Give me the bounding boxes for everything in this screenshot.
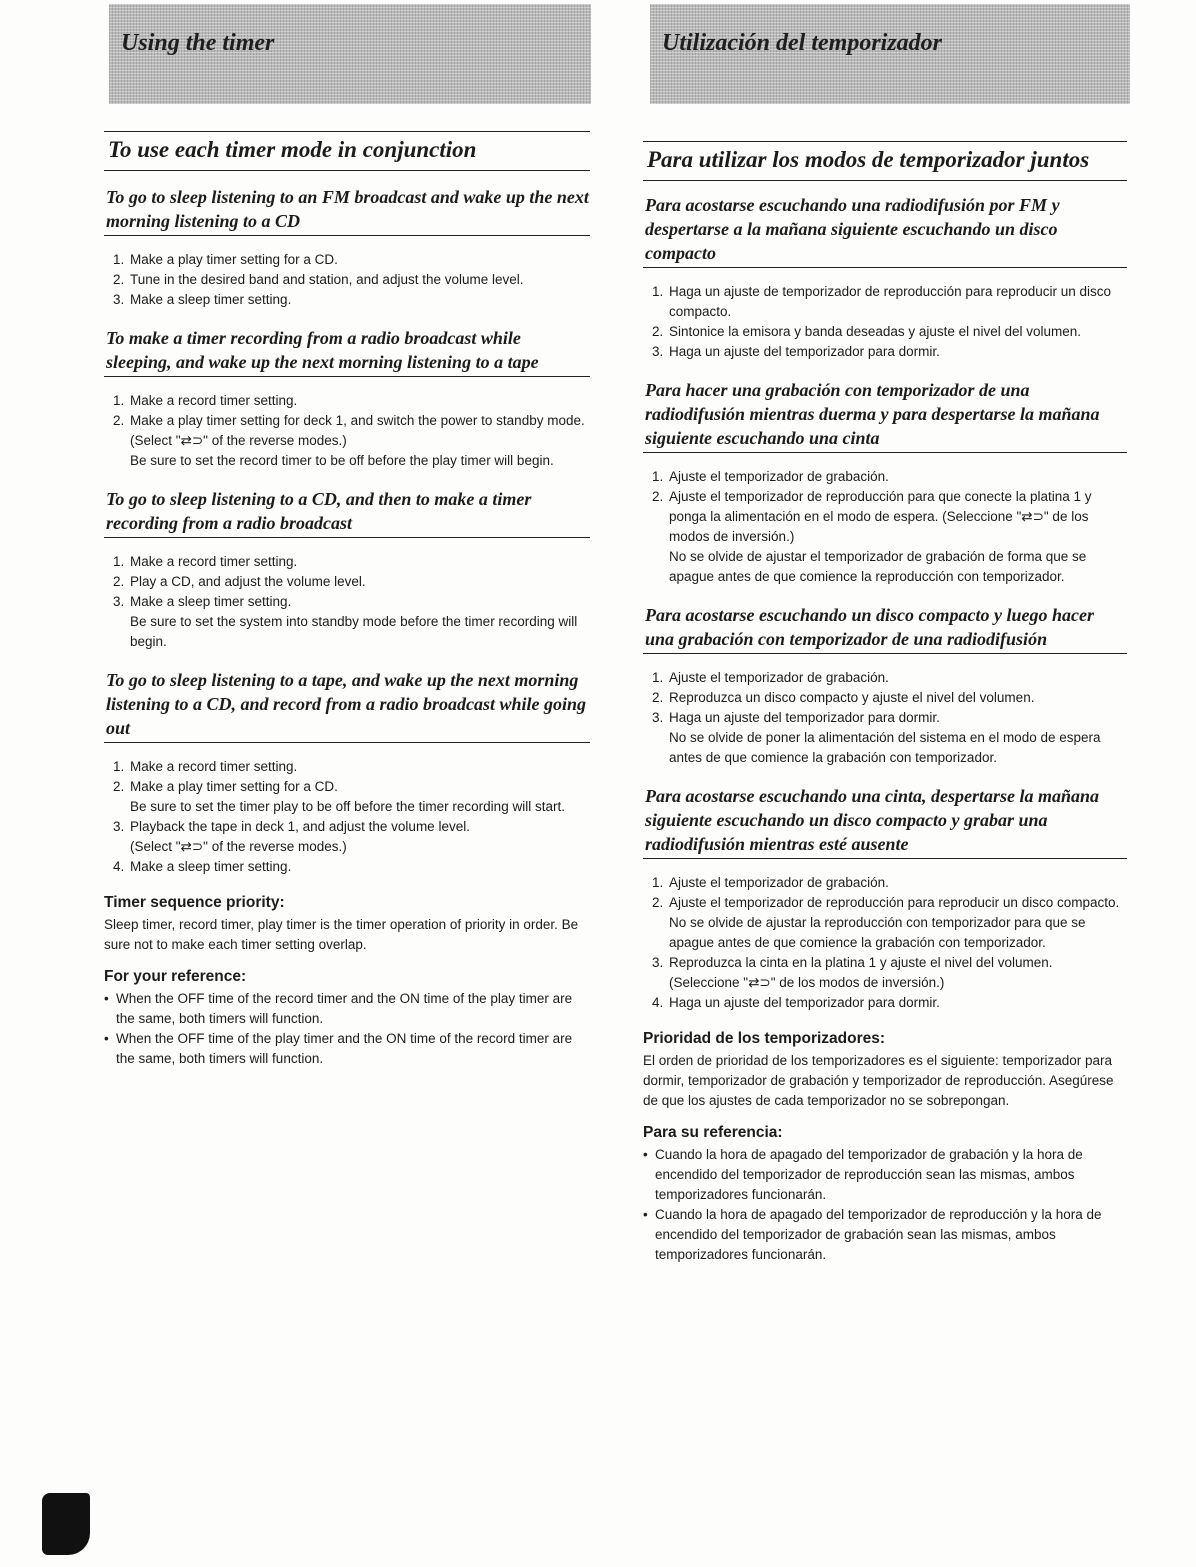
priority-heading: Timer sequence priority:: [104, 894, 285, 911]
step-item: [128, 777, 590, 817]
reference-list: [643, 1145, 1127, 1265]
step-text: Playback the tape in deck 1, and adjust the volume level.: [130, 819, 470, 834]
step-item: 1. Haga un ajuste de temporizador de reproducción para reproducir un disco compacto.: [667, 282, 1127, 322]
step-item: [667, 487, 1127, 587]
priority-text: El orden de prioridad de los temporizadores es el siguiente: temporizador para dormir, temporizador de grabación y temporizador de reproducción. Asegúrese de que los ajustes de cada temporizador no se sobrepongan.: [643, 1053, 1114, 1108]
step-list: [104, 757, 590, 877]
reference-item: • When the OFF time of the record timer and the ON time of the play timer are the same, both timers will function.: [116, 989, 590, 1029]
spanish-content: [643, 193, 1127, 1265]
step-item: [128, 817, 590, 857]
step-item: 2. Tune in the desired band and station, and adjust the volume level.: [128, 270, 590, 290]
subsection-title: Para acostarse escuchando un disco compacto y luego hacer una grabación con temporizador de una radiodifusión: [643, 603, 1127, 654]
step-item: 3. Haga un ajuste del temporizador para dormir.: [667, 342, 1127, 362]
step-item: 1. Ajuste el temporizador de grabación.: [667, 873, 1127, 893]
step-list: [104, 391, 590, 471]
step-note: (Select "⇄⊃" of the reverse modes.): [130, 839, 347, 854]
subsection-title: To go to sleep listening to a CD, and then to make a timer recording from a radio broadcast: [104, 487, 590, 538]
subsection-title: To make a timer recording from a radio broadcast while sleeping, and wake up the next morning listening to a tape: [104, 326, 590, 377]
subsection-title: To go to sleep listening to an FM broadcast and wake up the next morning listening to a CD: [104, 185, 590, 236]
subsection-title: To go to sleep listening to a tape, and wake up the next morning listening to a CD, and record from a radio broadcast while going out: [104, 668, 590, 743]
step-item: 1. Ajuste el temporizador de grabación.: [667, 668, 1127, 688]
page-corner-mark: [42, 1493, 90, 1555]
step-item: 1. Make a record timer setting.: [128, 552, 590, 572]
step-text: Haga un ajuste del temporizador para dormir.: [669, 710, 940, 725]
step-text: Make a sleep timer setting.: [130, 594, 292, 609]
reference-heading: For your reference:: [104, 968, 247, 985]
step-note: Be sure to set the record timer to be off before the play timer will begin.: [130, 453, 554, 468]
step-item: 4. Haga un ajuste del temporizador para dormir.: [667, 993, 1127, 1013]
section-title: To use each timer mode in conjunction: [104, 131, 590, 171]
step-text: Make a play timer setting for a CD.: [130, 779, 338, 794]
section-title: Para utilizar los modos de temporizador juntos: [643, 141, 1127, 181]
step-note: No se olvide de ajustar la reproducción con temporizador para que se apague antes de que comience la grabación con temporizador.: [669, 915, 1086, 950]
subsection-title: Para acostarse escuchando una radiodifusión por FM y despertarse a la mañana siguiente escuchando un disco compacto: [643, 193, 1127, 268]
step-note: No se olvide de poner la alimentación del sistema en el modo de espera antes de que comience la grabación con temporizador.: [669, 730, 1101, 765]
step-item: 1. Make a record timer setting.: [128, 391, 590, 411]
step-item: 4. Make a sleep timer setting.: [128, 857, 590, 877]
step-list: [104, 250, 590, 310]
english-content: [104, 185, 590, 1069]
step-item: [128, 592, 590, 652]
step-text: Make a play timer setting for deck 1, and switch the power to standby mode. (Select "⇄⊃" of the reverse modes.): [130, 413, 585, 448]
step-item: [128, 411, 590, 471]
step-text: Ajuste el temporizador de reproducción para reproducir un disco compacto.: [669, 895, 1120, 910]
step-item: 1. Make a play timer setting for a CD.: [128, 250, 590, 270]
step-item: [667, 953, 1127, 993]
reference-heading: Para su referencia:: [643, 1124, 783, 1141]
step-item: [667, 708, 1127, 768]
banner-spanish: [650, 4, 1130, 104]
step-item: 2. Play a CD, and adjust the volume level.: [128, 572, 590, 592]
priority-heading: Prioridad de los temporizadores:: [643, 1030, 886, 1047]
step-text: Reproduzca la cinta en la platina 1 y ajuste el nivel del volumen.: [669, 955, 1053, 970]
step-item: 1. Ajuste el temporizador de grabación.: [667, 467, 1127, 487]
reference-item: • Cuando la hora de apagado del temporizador de reproducción y la hora de encendido del temporizador de grabación sean las mismas, ambos temporizadores funcionarán.: [655, 1205, 1127, 1265]
subsection-title: Para acostarse escuchando una cinta, despertarse la mañana siguiente escuchando un disco compacto y grabar una radiodifusión mientras esté ausente: [643, 784, 1127, 859]
step-list: [643, 668, 1127, 768]
subsection-title: Para hacer una grabación con temporizador de una radiodifusión mientras duerma y para despertarse la mañana siguiente escuchando una cinta: [643, 378, 1127, 453]
priority-text: Sleep timer, record timer, play timer is the timer operation of priority in order. Be sure not to make each timer setting overlap.: [104, 917, 579, 952]
step-note: Be sure to set the timer play to be off before the timer recording will start.: [130, 799, 565, 814]
step-item: 2. Reproduzca un disco compacto y ajuste el nivel del volumen.: [667, 688, 1127, 708]
step-text: Ajuste el temporizador de reproducción para que conecte la platina 1 y ponga la alimentación en el modo de espera. (Seleccione "⇄⊃" de los modos de inversión.): [669, 489, 1092, 544]
step-item: [667, 893, 1127, 953]
step-note: No se olvide de ajustar el temporizador de grabación de forma que se apague antes de que comience la reproducción con temporizador.: [669, 549, 1087, 584]
step-item: 3. Make a sleep timer setting.: [128, 290, 590, 310]
banner-english: [109, 4, 591, 104]
step-list: [643, 467, 1127, 587]
step-item: 1. Make a record timer setting.: [128, 757, 590, 777]
step-item: 2. Sintonice la emisora y banda deseadas y ajuste el nivel del volumen.: [667, 322, 1127, 342]
step-list: [104, 552, 590, 652]
step-list: [643, 282, 1127, 362]
step-note: Be sure to set the system into standby mode before the timer recording will begin.: [130, 614, 578, 649]
reference-list: [104, 989, 590, 1069]
reference-item: • When the OFF time of the play timer and the ON time of the record timer are the same, both timers will function.: [116, 1029, 590, 1069]
banner-title: Utilización del temporizador: [662, 30, 943, 56]
banner-title: Using the timer: [121, 30, 275, 56]
step-note: (Seleccione "⇄⊃" de los modos de inversión.): [669, 975, 945, 990]
reference-item: • Cuando la hora de apagado del temporizador de grabación y la hora de encendido del temporizador de reproducción sean las mismas, ambos temporizadores funcionarán.: [655, 1145, 1127, 1205]
step-list: [643, 873, 1127, 1013]
